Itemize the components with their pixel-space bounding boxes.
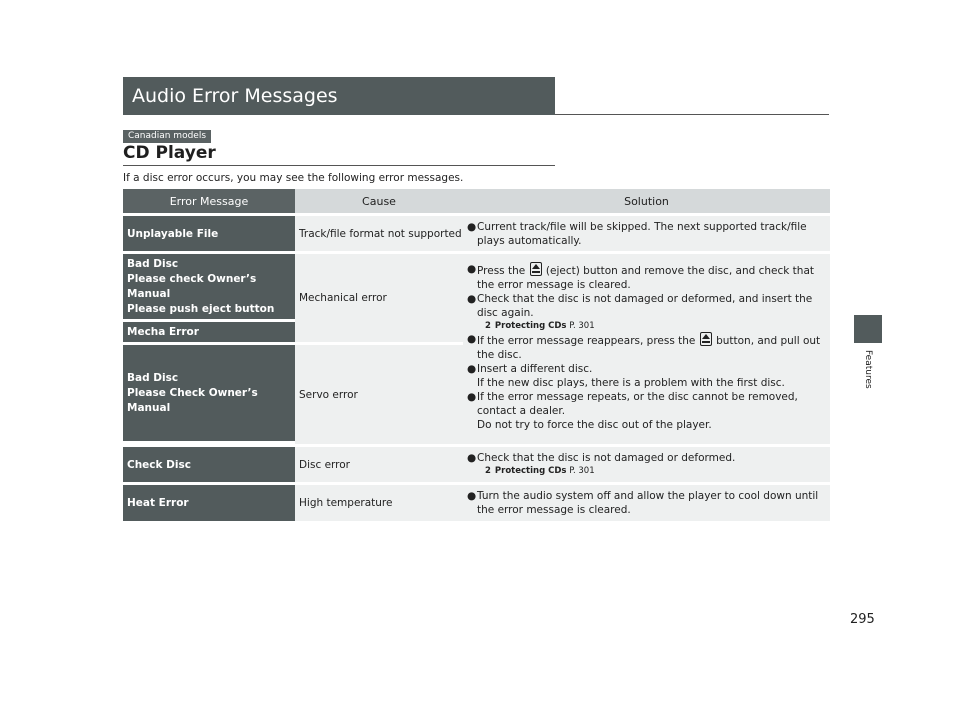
page-number: 295	[850, 612, 875, 627]
ref-arrow-icon: 2	[485, 321, 491, 331]
col-header-solution: Solution	[624, 194, 669, 208]
table-row	[123, 485, 830, 521]
ref-arrow-icon: 2	[485, 466, 491, 476]
title-rule	[555, 114, 829, 115]
error-message: Bad Disc Please check Owner’s Manual Please push eject button	[123, 254, 295, 319]
bullet-icon: ●	[467, 333, 477, 345]
eject-icon	[530, 262, 542, 276]
bullet-icon: ●	[467, 221, 477, 233]
chapter-tab	[854, 315, 882, 343]
page-title: Audio Error Messages	[123, 77, 555, 115]
intro-text: If a disc error occurs, you may see the following error messages.	[123, 172, 464, 184]
cross-reference[interactable]: 2 Protecting CDs P. 301	[485, 466, 595, 476]
error-solution: ● Current track/file will be skipped. The next supported track/file plays automatically.	[463, 216, 830, 251]
bullet-icon: ●	[467, 363, 477, 375]
table-row-group	[123, 254, 830, 444]
bullet-icon: ●	[467, 263, 477, 275]
bullet-icon: ●	[467, 391, 477, 403]
error-solution: ● Press the (eject) button and remove the disc, and check that the error message is cleared. ● Check that the disc is not damaged or deformed, and insert the disc again. 2 Protecting CDs P. 301 ● If the error message reappears, press the button, and pull out the disc. ● Insert a different disc. If the new disc plays, there is a problem with the first disc. ● If the error message repeats, or the disc cannot be removed, contact a dealer. Do not try to force the disc out of the player.	[463, 254, 830, 444]
cross-reference[interactable]: 2 Protecting CDs P. 301	[485, 321, 595, 331]
error-cause: Disc error	[295, 447, 463, 482]
error-message: Check Disc	[123, 447, 295, 482]
error-message: Mecha Error	[123, 322, 295, 342]
error-cause: Servo error	[295, 345, 463, 444]
section-title: CD Player	[123, 143, 216, 163]
error-message: Unplayable File	[123, 216, 295, 251]
region-badge: Canadian models	[123, 130, 211, 143]
error-message: Heat Error	[123, 485, 295, 521]
error-message: Bad Disc Please Check Owner’s Manual	[123, 345, 295, 441]
section-rule	[123, 165, 555, 166]
error-cause: High temperature	[295, 485, 463, 521]
table-header	[123, 189, 830, 213]
bullet-icon: ●	[467, 293, 477, 305]
table-row	[123, 216, 830, 251]
bullet-icon: ●	[467, 452, 477, 464]
chapter-label: Features	[863, 350, 873, 389]
error-solution: ● Check that the disc is not damaged or deformed. 2 Protecting CDs P. 301	[463, 447, 830, 482]
error-solution: ● Turn the audio system off and allow the player to cool down until the error message is cleared.	[463, 485, 830, 521]
error-cause: Mechanical error	[295, 254, 463, 342]
eject-icon	[700, 332, 712, 346]
error-cause: Track/file format not supported	[295, 216, 463, 251]
table-row	[123, 447, 830, 482]
col-header-error: Error Message	[123, 189, 295, 213]
col-header-cause: Cause	[362, 194, 396, 208]
bullet-icon: ●	[467, 490, 477, 502]
error-table	[123, 189, 830, 524]
